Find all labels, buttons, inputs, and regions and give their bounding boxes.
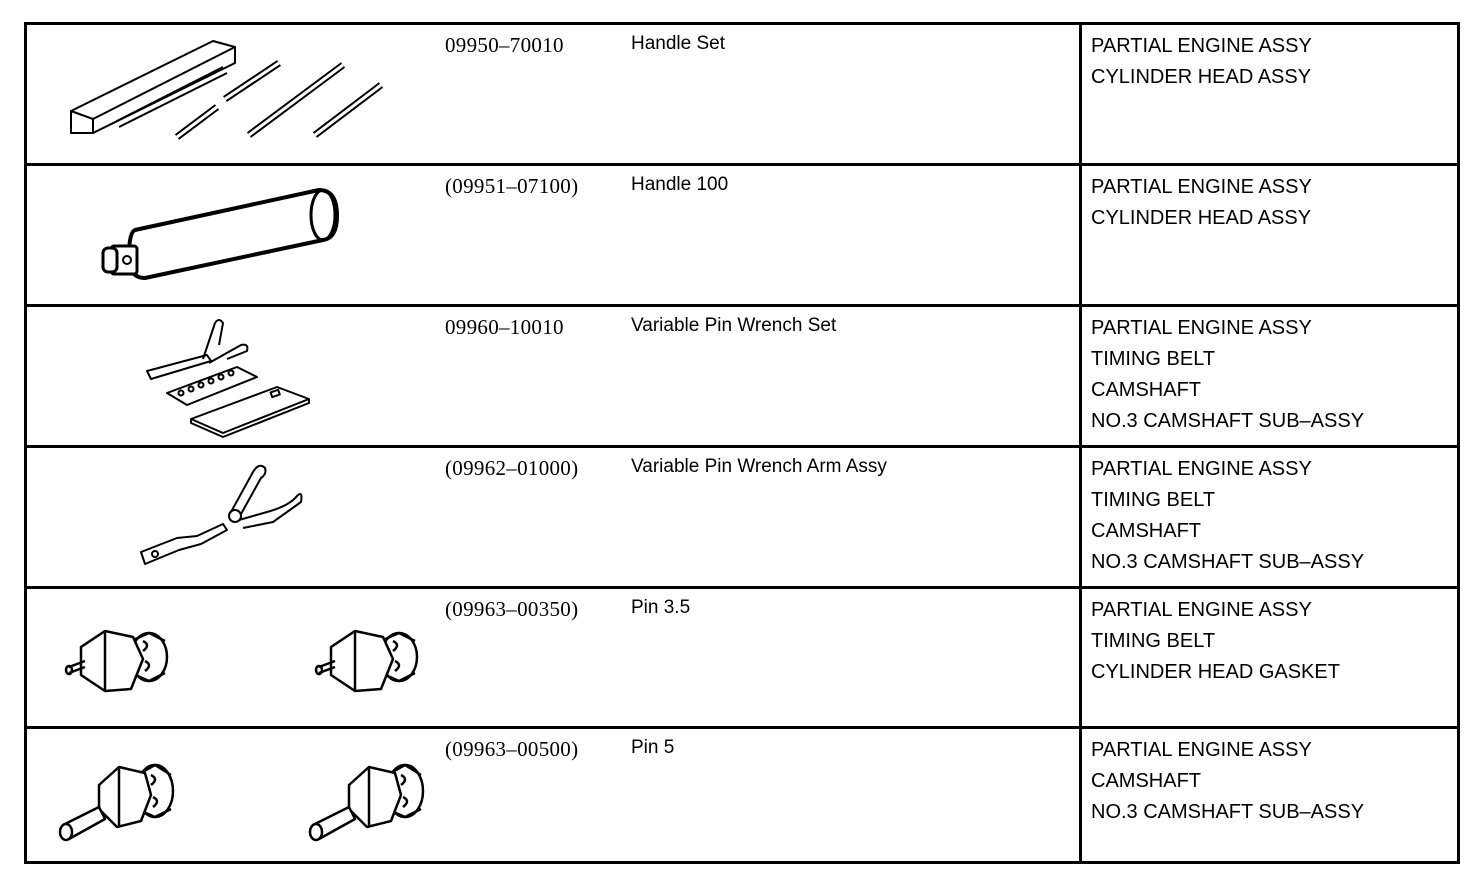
table-row — [27, 729, 1457, 861]
table-row — [27, 589, 1457, 729]
special-service-tools-table — [24, 22, 1460, 864]
usage-item: CAMSHAFT — [1091, 379, 1201, 401]
part-number: (09962–01000) — [445, 456, 579, 480]
usage-item: NO.3 CAMSHAFT SUB–ASSY — [1091, 801, 1365, 823]
usage-list — [1091, 456, 1364, 580]
pin-illustration — [27, 589, 437, 726]
usage-item: NO.3 CAMSHAFT SUB–ASSY — [1091, 551, 1365, 573]
usage-item: CYLINDER HEAD ASSY — [1091, 66, 1312, 88]
part-name: Handle 100 — [631, 174, 729, 195]
table-row — [27, 307, 1457, 448]
usage-item: CAMSHAFT — [1091, 520, 1201, 542]
part-number: 09950–70010 — [445, 33, 564, 57]
usage-item: PARTIAL ENGINE ASSY — [1091, 599, 1312, 621]
usage-list — [1091, 174, 1312, 236]
usage-item: PARTIAL ENGINE ASSY — [1091, 458, 1312, 480]
usage-item: PARTIAL ENGINE ASSY — [1091, 35, 1312, 57]
part-number: (09963–00350) — [445, 597, 579, 621]
table-row — [27, 166, 1457, 307]
table-row — [27, 25, 1457, 166]
usage-list — [1091, 315, 1364, 439]
usage-list — [1091, 737, 1364, 830]
pin-wrench-set-illustration — [27, 307, 437, 445]
part-name: Variable Pin Wrench Arm Assy — [631, 456, 887, 477]
column-divider — [1079, 25, 1082, 163]
part-name: Variable Pin Wrench Set — [631, 315, 837, 336]
usage-list — [1091, 597, 1340, 690]
table-row — [27, 448, 1457, 589]
part-name: Handle Set — [631, 33, 726, 54]
usage-item: NO.3 CAMSHAFT SUB–ASSY — [1091, 410, 1365, 432]
part-number: (09963–00500) — [445, 737, 579, 761]
usage-item: TIMING BELT — [1091, 630, 1216, 652]
usage-item: PARTIAL ENGINE ASSY — [1091, 739, 1312, 761]
handle-illustration — [27, 166, 437, 304]
usage-item: TIMING BELT — [1091, 489, 1216, 511]
column-divider — [1079, 448, 1082, 586]
usage-item: CYLINDER HEAD GASKET — [1091, 661, 1340, 683]
column-divider — [1079, 307, 1082, 445]
part-name: Pin 3.5 — [631, 597, 691, 618]
usage-list — [1091, 33, 1312, 95]
part-number: 09960–10010 — [445, 315, 564, 339]
handle-set-illustration — [27, 25, 437, 163]
usage-item: CAMSHAFT — [1091, 770, 1201, 792]
column-divider — [1079, 729, 1082, 861]
part-name: Pin 5 — [631, 737, 675, 758]
column-divider — [1079, 166, 1082, 304]
usage-item: CYLINDER HEAD ASSY — [1091, 207, 1312, 229]
pin-wrench-arm-illustration — [27, 448, 437, 586]
usage-item: PARTIAL ENGINE ASSY — [1091, 317, 1312, 339]
column-divider — [1079, 589, 1082, 726]
pin-illustration — [27, 729, 437, 861]
usage-item: PARTIAL ENGINE ASSY — [1091, 176, 1312, 198]
part-number: (09951–07100) — [445, 174, 579, 198]
usage-item: TIMING BELT — [1091, 348, 1216, 370]
